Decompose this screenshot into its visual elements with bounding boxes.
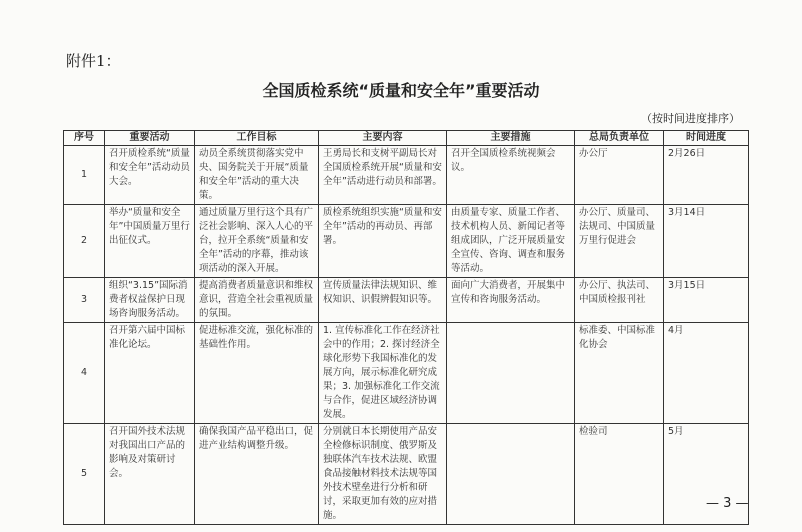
- table-cell: 组织“3.15”国际消费者权益保护日现场咨询服务活动。: [105, 278, 195, 323]
- table-cell: 2月26日: [664, 146, 749, 205]
- table-cell: 检验司: [575, 424, 664, 525]
- table-cell: 1. 宣传标准化工作在经济社会中的作用；2. 探讨经济全球化形势下我国标准化的发展方向，展示标准化研究成果；3. 加强标准化工作交流与合作，促进区域经济协调发展。: [319, 323, 447, 424]
- table-cell: 召开第六届中国标准化论坛。: [105, 323, 195, 424]
- table-cell: 办公厅、质量司、法规司、中国质量万里行促进会: [575, 205, 664, 278]
- table-cell: 通过质量万里行这个具有广泛社会影响、深入人心的平台，拉开全系统“质量和安全年”活动的序幕，推动该项活动的深入开展。: [195, 205, 319, 278]
- table-cell: [447, 323, 575, 424]
- table-cell: 3月15日: [664, 278, 749, 323]
- table-cell: 宣传质量法律法规知识、维权知识、识假辨假知识等。: [319, 278, 447, 323]
- document-title: 全国质检系统“质量和安全年”重要活动: [262, 81, 540, 100]
- table-cell: 促进标准交流，强化标准的基础性作用。: [195, 323, 319, 424]
- table-cell: 4月: [664, 323, 749, 424]
- column-header: 重要活动: [105, 131, 195, 146]
- table-cell: 标准委、中国标准化协会: [575, 323, 664, 424]
- table-row: [64, 323, 749, 424]
- attachment-label: 附件1：: [66, 52, 121, 70]
- sort-note: （按时间进度排序）: [641, 112, 740, 125]
- table-cell: 5月: [664, 424, 749, 525]
- table-cell: 分别就日本长期使用产品安全检修标识制度、俄罗斯及独联体汽车技术法规、欧盟食品接触材料技术法规等国外技术壁垒进行分析和研讨，采取更加有效的应对措施。: [319, 424, 447, 525]
- column-header: 主要措施: [447, 131, 575, 146]
- table-cell: 提高消费者质量意识和维权意识，营造全社会重视质量的氛围。: [195, 278, 319, 323]
- table-cell: 1: [64, 146, 105, 205]
- table-cell: 动员全系统贯彻落实党中央、国务院关于开展“质量和安全年”活动的重大决策。: [195, 146, 319, 205]
- table-cell: 王勇局长和支树平副局长对全国质检系统开展“质量和安全年”活动进行动员和部署。: [319, 146, 447, 205]
- table-cell: 召开质检系统“质量和安全年”活动动员大会。: [105, 146, 195, 205]
- table-cell: 3月14日: [664, 205, 749, 278]
- column-header: 工作目标: [195, 131, 319, 146]
- table-row: [64, 146, 749, 205]
- table-cell: 面向广大消费者，开展集中宣传和咨询服务活动。: [447, 278, 575, 323]
- table-cell: 质检系统组织实施“质量和安全年”活动的再动员、再部署。: [319, 205, 447, 278]
- table-cell: 召开全国质检系统视频会议。: [447, 146, 575, 205]
- table-cell: 3: [64, 278, 105, 323]
- table-cell: 举办“质量和安全年”中国质量万里行出征仪式。: [105, 205, 195, 278]
- table-cell: 由质量专家、质量工作者、技术机构人员、新闻记者等组成团队，广泛开展质量安全宣传、咨询、调查和服务等活动。: [447, 205, 575, 278]
- activities-table: [63, 130, 749, 525]
- table-row: [64, 424, 749, 525]
- table-cell: 4: [64, 323, 105, 424]
- table-cell: [447, 424, 575, 525]
- table-header-row: [64, 131, 749, 146]
- page-number: — 3 —: [706, 496, 749, 511]
- column-header: 序号: [64, 131, 105, 146]
- column-header: 总局负责单位: [575, 131, 664, 146]
- table-row: [64, 278, 749, 323]
- table-row: [64, 205, 749, 278]
- table-cell: 召开国外技术法规对我国出口产品的影响及对策研讨会。: [105, 424, 195, 525]
- table-cell: 2: [64, 205, 105, 278]
- table-cell: 办公厅、执法司、中国质检报刊社: [575, 278, 664, 323]
- column-header: 时间进度: [664, 131, 749, 146]
- table-cell: 办公厅: [575, 146, 664, 205]
- table-cell: 确保我国产品平稳出口，促进产业结构调整升级。: [195, 424, 319, 525]
- column-header: 主要内容: [319, 131, 447, 146]
- table-cell: 5: [64, 424, 105, 525]
